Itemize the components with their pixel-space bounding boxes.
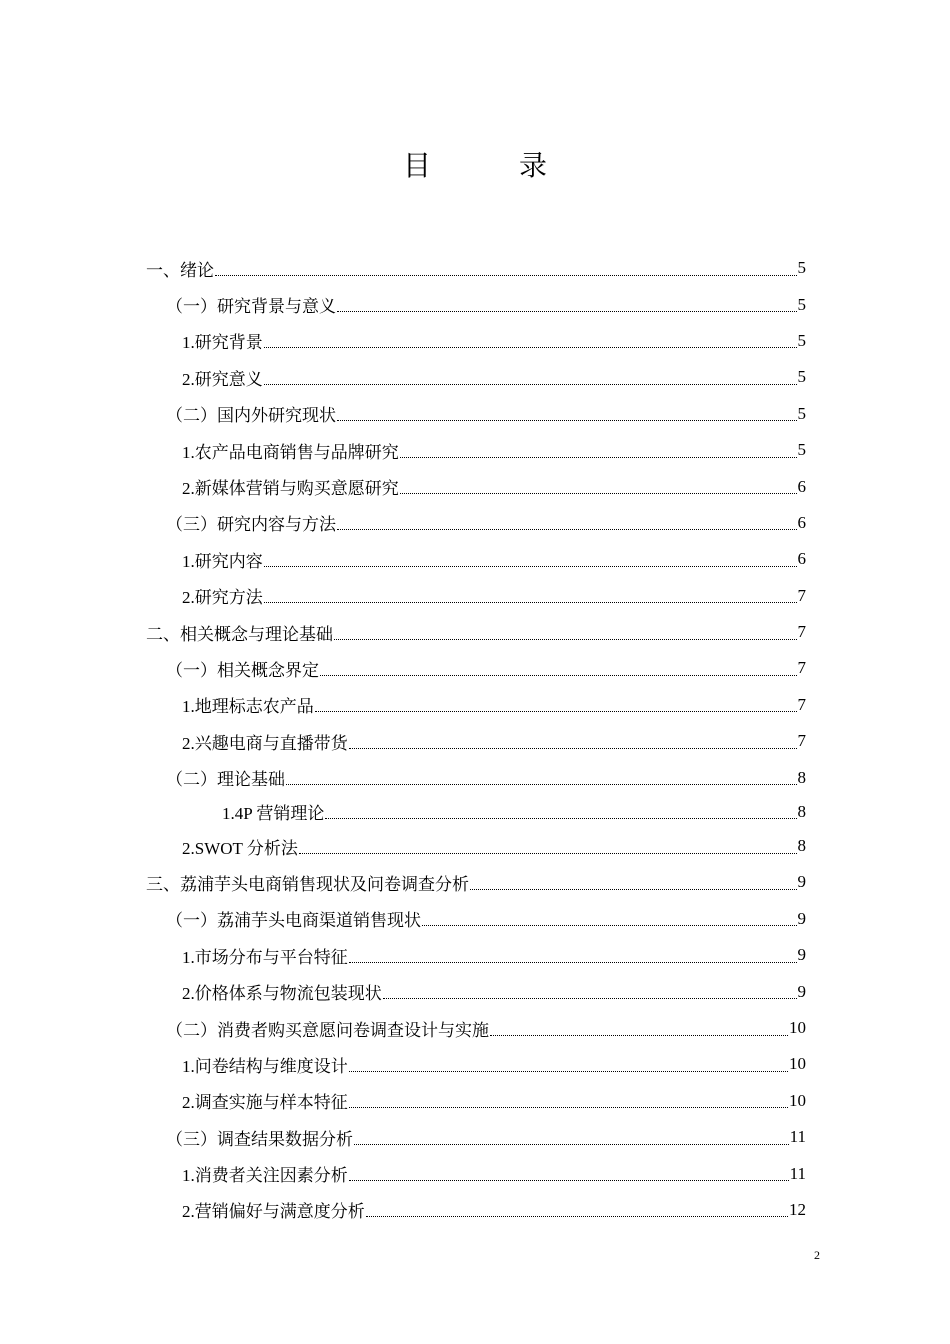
page-number: 2 (814, 1248, 820, 1262)
dot-leader (490, 1035, 788, 1036)
toc-entry-page: 5 (797, 294, 806, 314)
toc-entry-page: 7 (797, 658, 806, 678)
dot-leader (349, 1180, 789, 1181)
dot-leader (354, 1144, 789, 1145)
toc-entry-title: 2.价格体系与物流包装现状 (182, 984, 382, 1004)
toc-entry-page: 7 (797, 622, 806, 642)
toc-entry[interactable] (146, 973, 806, 1009)
toc-entry-title: 2.SWOT 分析法 (182, 838, 298, 858)
toc-entry[interactable] (146, 864, 806, 900)
toc-entry[interactable] (146, 432, 806, 468)
toc-entry-title: 二、相关概念与理论基础 (146, 624, 333, 644)
toc-entry[interactable] (146, 1119, 806, 1155)
toc-entry-title: （一）荔浦芋头电商渠道销售现状 (166, 911, 421, 931)
toc-entry-page: 7 (797, 585, 806, 605)
dot-leader (264, 347, 797, 348)
dot-leader (337, 420, 797, 421)
dot-leader (315, 711, 797, 712)
dot-leader (349, 1071, 788, 1072)
toc-entry[interactable] (146, 396, 806, 432)
dot-leader (334, 639, 797, 640)
toc-entry[interactable] (146, 1155, 806, 1191)
toc-entry-page: 5 (797, 367, 806, 387)
toc-entry-page: 10 (789, 1054, 806, 1074)
toc-entry-title: 1.研究背景 (182, 333, 263, 353)
toc-entry-title: （一）研究背景与意义 (166, 297, 336, 317)
toc-entry-title: 三、荔浦芋头电商销售现状及问卷调查分析 (146, 874, 469, 894)
dot-leader (470, 889, 797, 890)
toc-entry-title: 2.兴趣电商与直播带货 (182, 733, 348, 753)
toc-entry[interactable] (146, 250, 806, 286)
dot-leader (264, 602, 797, 603)
dot-leader (264, 384, 797, 385)
toc-entry-page: 9 (797, 981, 806, 1001)
dot-leader (349, 1107, 788, 1108)
toc-entry-title: （二）消费者购买意愿问卷调查设计与实施 (166, 1020, 489, 1040)
toc-entry-page: 10 (789, 1018, 806, 1037)
dot-leader (400, 493, 797, 494)
dot-leader (320, 675, 797, 676)
dot-leader (383, 998, 797, 999)
toc-entry-page: 7 (797, 731, 806, 751)
toc-entry-page: 10 (789, 1090, 806, 1110)
toc-entry-page: 5 (797, 440, 806, 460)
dot-leader (337, 529, 797, 530)
toc-entry-page: 9 (797, 908, 806, 928)
toc-entry-title: 1.市场分布与平台特征 (182, 947, 348, 967)
toc-entry[interactable] (146, 796, 806, 828)
toc-entry-page: 5 (797, 403, 806, 423)
table-of-contents (146, 250, 806, 1228)
dot-leader (400, 457, 797, 458)
toc-entry[interactable] (146, 541, 806, 577)
toc-entry-title: 1.研究内容 (182, 551, 263, 571)
dot-leader (337, 311, 797, 312)
toc-entry-page: 6 (797, 549, 806, 569)
toc-entry-page: 6 (797, 512, 806, 532)
dot-leader (299, 853, 797, 854)
page-title: 目 录 (402, 149, 577, 182)
toc-entry-page: 5 (797, 330, 806, 350)
toc-entry-page: 9 (797, 945, 806, 965)
toc-entry[interactable] (146, 614, 806, 650)
toc-entry[interactable] (146, 1010, 806, 1046)
toc-entry-title: 2.研究方法 (182, 588, 263, 608)
toc-entry-title: 1.4P 营销理论 (222, 804, 325, 824)
toc-entry-title: 2.新媒体营销与购买意愿研究 (182, 479, 399, 499)
toc-entry[interactable] (146, 687, 806, 723)
toc-entry-page: 8 (797, 767, 806, 787)
dot-leader (264, 566, 797, 567)
toc-entry-title: 1.消费者关注因素分析 (182, 1166, 348, 1186)
toc-entry-page: 12 (789, 1199, 806, 1219)
toc-entry-page: 9 (797, 872, 806, 892)
toc-entry-page: 8 (797, 836, 806, 856)
dot-leader (325, 818, 796, 819)
toc-entry-page: 11 (789, 1127, 806, 1147)
toc-entry[interactable] (146, 505, 806, 541)
toc-entry-title: 2.营销偏好与满意度分析 (182, 1202, 365, 1222)
toc-entry[interactable] (146, 901, 806, 937)
toc-entry[interactable] (146, 1192, 806, 1228)
toc-entry[interactable] (146, 286, 806, 322)
dot-leader (349, 748, 797, 749)
toc-entry-page: 5 (797, 258, 806, 278)
toc-entry-title: 1.问卷结构与维度设计 (182, 1056, 348, 1076)
toc-entry[interactable] (146, 323, 806, 359)
toc-entry-title: 1.地理标志农产品 (182, 697, 314, 717)
toc-entry[interactable] (146, 359, 806, 395)
dot-leader (422, 925, 797, 926)
toc-entry-title: （三）研究内容与方法 (166, 515, 336, 535)
dot-leader (286, 784, 797, 785)
toc-entry[interactable] (146, 1083, 806, 1119)
toc-entry-title: （一）相关概念界定 (166, 660, 319, 680)
toc-entry[interactable] (146, 1046, 806, 1082)
toc-entry-page: 7 (797, 694, 806, 714)
toc-entry-page: 11 (789, 1163, 806, 1183)
dot-leader (349, 962, 797, 963)
toc-entry[interactable] (146, 759, 806, 795)
dot-leader (215, 275, 797, 276)
toc-entry-title: （三）调查结果数据分析 (166, 1129, 353, 1149)
toc-entry[interactable] (146, 937, 806, 973)
toc-entry[interactable] (146, 650, 806, 686)
dot-leader (366, 1216, 788, 1217)
toc-entry-title: 一、绪论 (146, 260, 214, 280)
toc-entry-title: 1.农产品电商销售与品牌研究 (182, 442, 399, 462)
toc-entry[interactable] (146, 723, 806, 759)
toc-entry[interactable] (146, 468, 806, 504)
toc-entry-title: （二）国内外研究现状 (166, 406, 336, 426)
toc-entry-title: （二）理论基础 (166, 770, 285, 790)
toc-entry[interactable] (146, 578, 806, 614)
toc-entry-title: 2.研究意义 (182, 369, 263, 389)
toc-entry-page: 8 (797, 801, 806, 821)
toc-entry-title: 2.调查实施与样本特征 (182, 1093, 348, 1113)
toc-entry[interactable] (146, 828, 806, 864)
toc-entry-page: 6 (797, 476, 806, 496)
